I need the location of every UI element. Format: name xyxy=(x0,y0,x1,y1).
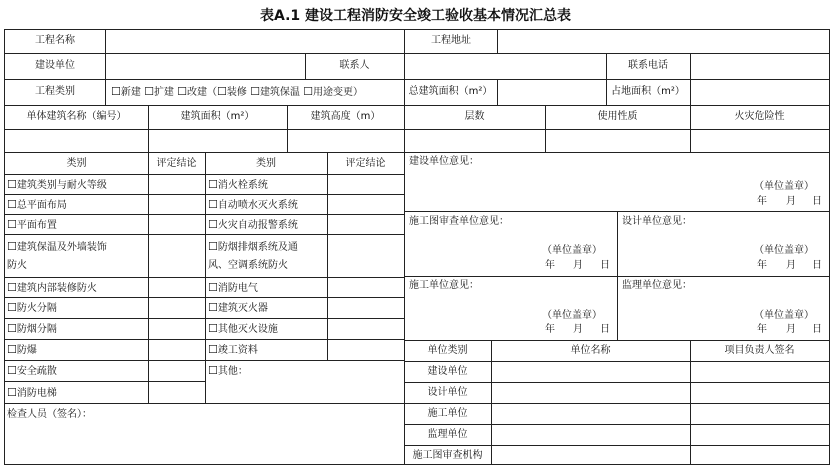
check-item-continued: 风、空调系统防火 xyxy=(208,260,288,271)
label-phone: 联系电话 xyxy=(628,60,668,71)
date-month: 月 xyxy=(786,324,796,335)
units-row-supervision: 监理单位 xyxy=(427,429,468,440)
header-floors: 层数 xyxy=(464,111,485,122)
date-year: 年 xyxy=(545,324,555,335)
checkbox-icon[interactable]: ☐ xyxy=(208,343,218,356)
units-row-construction: 施工单位 xyxy=(427,408,468,419)
opinion-builder-label: 建设单位意见： xyxy=(409,156,479,167)
date-day: 日 xyxy=(812,260,822,271)
seal-label: （单位盖章） xyxy=(542,245,602,256)
option-rebuild: 改建（ xyxy=(187,87,217,98)
units-row-design: 设计单位 xyxy=(427,387,468,398)
check-item: ☐平面布置 xyxy=(7,218,57,231)
seal-label: （单位盖章） xyxy=(754,310,814,321)
label-builder: 建设单位 xyxy=(35,60,75,71)
label-contact: 联系人 xyxy=(339,60,370,71)
date-year: 年 xyxy=(545,260,555,271)
option-new: 新建 xyxy=(120,87,141,98)
checkbox-icon[interactable]: ☐ xyxy=(208,364,218,377)
date-day: 日 xyxy=(812,196,822,207)
units-row-review: 施工图审查机构 xyxy=(412,450,483,461)
check-item: ☐竣工资料 xyxy=(208,343,258,356)
check-item: ☐消火栓系统 xyxy=(208,178,268,191)
units-header-type: 单位类别 xyxy=(427,345,468,356)
checkbox-icon[interactable]: ☐ xyxy=(208,281,218,294)
units-row-builder: 建设单位 xyxy=(427,366,468,377)
checkbox-icon[interactable]: ☐ xyxy=(208,240,218,253)
option-decoration: 装修 xyxy=(226,87,247,98)
option-insulation: 建筑保温 xyxy=(259,87,300,98)
seal-label: （单位盖章） xyxy=(754,181,814,192)
check-item: ☐建筑类别与耐火等级 xyxy=(7,178,107,191)
checkbox-icon[interactable]: ☐ xyxy=(208,198,218,211)
checkbox-icon[interactable]: ☐ xyxy=(7,386,17,399)
opinion-design-label: 设计单位意见： xyxy=(622,216,692,227)
check-item: ☐防火分隔 xyxy=(7,301,57,314)
checkbox-icon[interactable]: ☐ xyxy=(303,85,313,98)
checkbox-icon[interactable]: ☐ xyxy=(7,240,17,253)
checkbox-icon[interactable]: ☐ xyxy=(208,218,218,231)
date-month: 月 xyxy=(786,260,796,271)
date-year: 年 xyxy=(757,324,767,335)
check-item-continued: 防火 xyxy=(7,260,27,271)
header-category-2: 类别 xyxy=(256,158,276,169)
checkbox-icon[interactable]: ☐ xyxy=(7,218,17,231)
checkbox-icon[interactable]: ☐ xyxy=(177,85,187,98)
check-item: ☐防烟分隔 xyxy=(7,322,57,335)
category-options xyxy=(111,85,363,100)
seal-label: （单位盖章） xyxy=(542,310,602,321)
checkbox-icon[interactable]: ☐ xyxy=(144,85,154,98)
check-item: ☐消防电气 xyxy=(208,281,258,294)
opinion-construction-label: 施工单位意见： xyxy=(409,280,479,291)
label-total-area: 总建筑面积（m²） xyxy=(408,86,493,97)
header-category: 类别 xyxy=(66,158,87,169)
header-usage: 使用性质 xyxy=(597,111,638,122)
check-item: ☐建筑灭火器 xyxy=(208,301,268,314)
check-item: ☐其他灭火设施 xyxy=(208,322,278,335)
check-item: ☐建筑保温及外墙装饰 xyxy=(7,240,107,253)
checkbox-icon[interactable]: ☐ xyxy=(208,301,218,314)
checkbox-icon[interactable]: ☐ xyxy=(7,364,17,377)
date-day: 日 xyxy=(600,260,610,271)
header-building-height: 建筑高度（m） xyxy=(310,111,381,122)
inspector-signature-label: 检查人员（签名）： xyxy=(7,409,92,420)
date-year: 年 xyxy=(757,196,767,207)
checkbox-icon[interactable]: ☐ xyxy=(208,322,218,335)
check-item: ☐防爆 xyxy=(7,343,37,356)
date-month: 月 xyxy=(573,260,583,271)
date-day: 日 xyxy=(812,324,822,335)
opinion-supervision-label: 监理单位意见： xyxy=(622,280,692,291)
header-building-name: 单体建筑名称（编号） xyxy=(26,111,127,122)
checkbox-icon[interactable]: ☐ xyxy=(208,178,218,191)
label-project-category: 工程类别 xyxy=(35,86,75,97)
check-item: ☐自动喷水灭火系统 xyxy=(208,198,298,211)
header-result-2: 评定结论 xyxy=(345,158,386,169)
units-header-name: 单位名称 xyxy=(570,345,611,356)
header-fire-risk: 火灾危险性 xyxy=(734,111,785,122)
check-item: ☐其他： xyxy=(208,364,248,377)
checkbox-icon[interactable]: ☐ xyxy=(7,343,17,356)
label-project-address: 工程地址 xyxy=(431,35,471,46)
checkbox-icon[interactable]: ☐ xyxy=(7,198,17,211)
date-year: 年 xyxy=(757,260,767,271)
date-month: 月 xyxy=(573,324,583,335)
date-day: 日 xyxy=(600,324,610,335)
checkbox-icon[interactable]: ☐ xyxy=(217,85,227,98)
opinion-review-label: 施工图审查单位意见： xyxy=(409,216,509,227)
checkbox-icon[interactable]: ☐ xyxy=(7,301,17,314)
option-use-change: 用途变更） xyxy=(313,87,363,98)
form-title: 表A.1 建设工程消防安全竣工验收基本情况汇总表 xyxy=(259,8,572,24)
header-result: 评定结论 xyxy=(156,158,197,169)
checkbox-icon[interactable]: ☐ xyxy=(7,178,17,191)
checkbox-icon[interactable]: ☐ xyxy=(7,281,17,294)
units-header-signer: 项目负责人签名 xyxy=(724,345,795,356)
check-item: ☐消防电梯 xyxy=(7,386,57,399)
check-item: ☐建筑内部装修防火 xyxy=(7,281,97,294)
checkbox-icon[interactable]: ☐ xyxy=(7,322,17,335)
label-project-name: 工程名称 xyxy=(35,35,75,46)
label-land-area: 占地面积（m²） xyxy=(611,86,685,97)
header-building-area: 建筑面积（m²） xyxy=(180,111,255,122)
check-item: ☐安全疏散 xyxy=(7,364,57,377)
date-month: 月 xyxy=(786,196,796,207)
checkbox-icon[interactable]: ☐ xyxy=(250,85,260,98)
check-item: ☐总平面布局 xyxy=(7,198,67,211)
checkbox-icon[interactable]: ☐ xyxy=(111,85,121,98)
check-item: ☐火灾自动报警系统 xyxy=(208,218,298,231)
check-item: ☐防烟排烟系统及通 xyxy=(208,240,298,253)
seal-label: （单位盖章） xyxy=(754,245,814,256)
option-expand: 扩建 xyxy=(153,87,174,98)
